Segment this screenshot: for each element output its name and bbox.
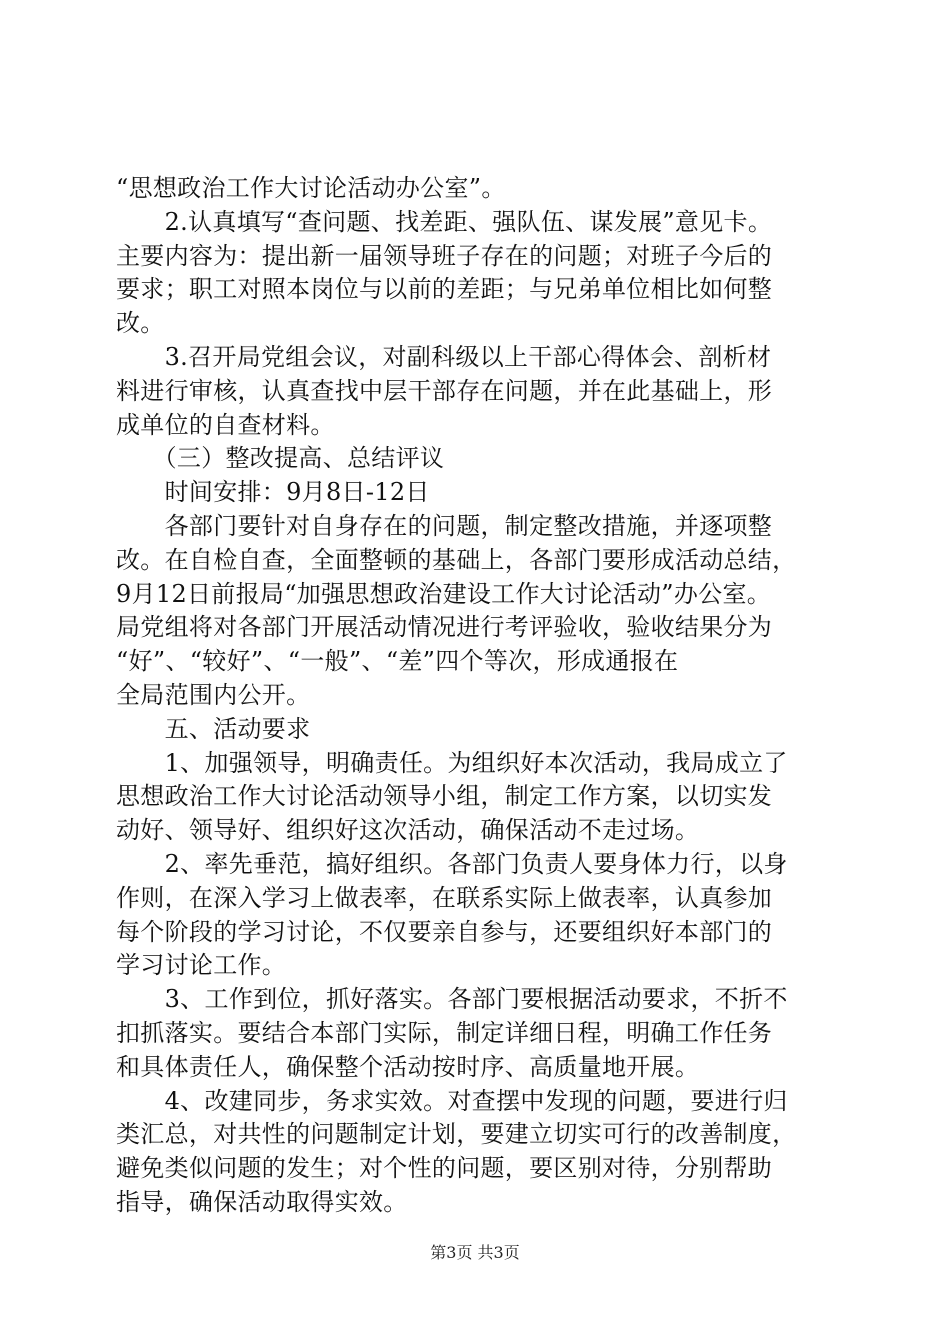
text-line: 和具体责任人，确保整个活动按时序、高质量地开展。	[116, 1052, 700, 1081]
text-line: 学习讨论工作。	[116, 951, 287, 980]
text-line: 全局范围内公开。	[116, 680, 311, 709]
text-line: 时间安排：9月8日-12日	[116, 478, 430, 507]
section-heading: （三）整改提高、总结评议	[116, 444, 445, 473]
text-line: 1、加强领导，明确责任。为组织好本次活动，我局成立了	[116, 748, 788, 777]
text-line: 改。在自检自查，全面整顿的基础上，各部门要形成活动总结，	[116, 545, 797, 574]
text-line: 每个阶段的学习讨论，不仅要亲自参与，还要组织好本部门的	[116, 917, 773, 946]
text-line: 动好、领导好、组织好这次活动，确保活动不走过场。	[116, 816, 700, 845]
text-line: 成单位的自查材料。	[116, 410, 335, 439]
text-line: 扣抓落实。要结合本部门实际，制定详细日程，明确工作任务	[116, 1018, 773, 1047]
text-line: 3.召开局党组会议，对副科级以上干部心得体会、剖析材	[116, 342, 772, 371]
text-line: 2.认真填写“查问题、找差距、强队伍、谋发展”意见卡。	[116, 207, 773, 236]
text-line: 避免类似问题的发生；对个性的问题，要区别对待，分别帮助	[116, 1154, 773, 1183]
document-body	[116, 172, 836, 1220]
text-line: 各部门要针对自身存在的问题，制定整改措施，并逐项整	[116, 511, 773, 540]
text-line: 类汇总，对共性的问题制定计划，要建立切实可行的改善制度，	[116, 1120, 797, 1149]
text-line: “思想政治工作大讨论活动办公室”。	[116, 174, 506, 202]
text-line: 4、改建同步，务求实效。对查摆中发现的问题，要进行归	[116, 1086, 788, 1115]
text-line: 3、工作到位，抓好落实。各部门要根据活动要求，不折不	[116, 985, 788, 1014]
text-line: 2、率先垂范，搞好组织。各部门负责人要身体力行，以身	[116, 849, 788, 878]
text-line: 思想政治工作大讨论活动领导小组，制定工作方案，以切实发	[116, 782, 773, 811]
text-line: 局党组将对各部门开展活动情况进行考评验收，验收结果分为	[116, 613, 773, 642]
text-line: 主要内容为：提出新一届领导班子存在的问题；对班子今后的	[116, 241, 773, 270]
text-line: 改。	[116, 309, 165, 338]
text-line: 作则，在深入学习上做表率，在联系实际上做表率，认真参加	[116, 883, 773, 912]
text-line: 要求；职工对照本岗位与以前的差距；与兄弟单位相比如何整	[116, 275, 773, 304]
text-line: 料进行审核，认真查找中层干部存在问题，并在此基础上，形	[116, 376, 773, 405]
text-line: 指导，确保活动取得实效。	[116, 1187, 408, 1216]
text-line: “好”、“较好”、“一般”、“差”四个等次，形成通报在	[116, 647, 679, 676]
text-line: 9月12日前报局“加强思想政治建设工作大讨论活动”办公室。	[116, 579, 772, 608]
page-number-footer: 第3页 共3页	[430, 1243, 520, 1262]
section-heading: 五、活动要求	[116, 714, 311, 743]
